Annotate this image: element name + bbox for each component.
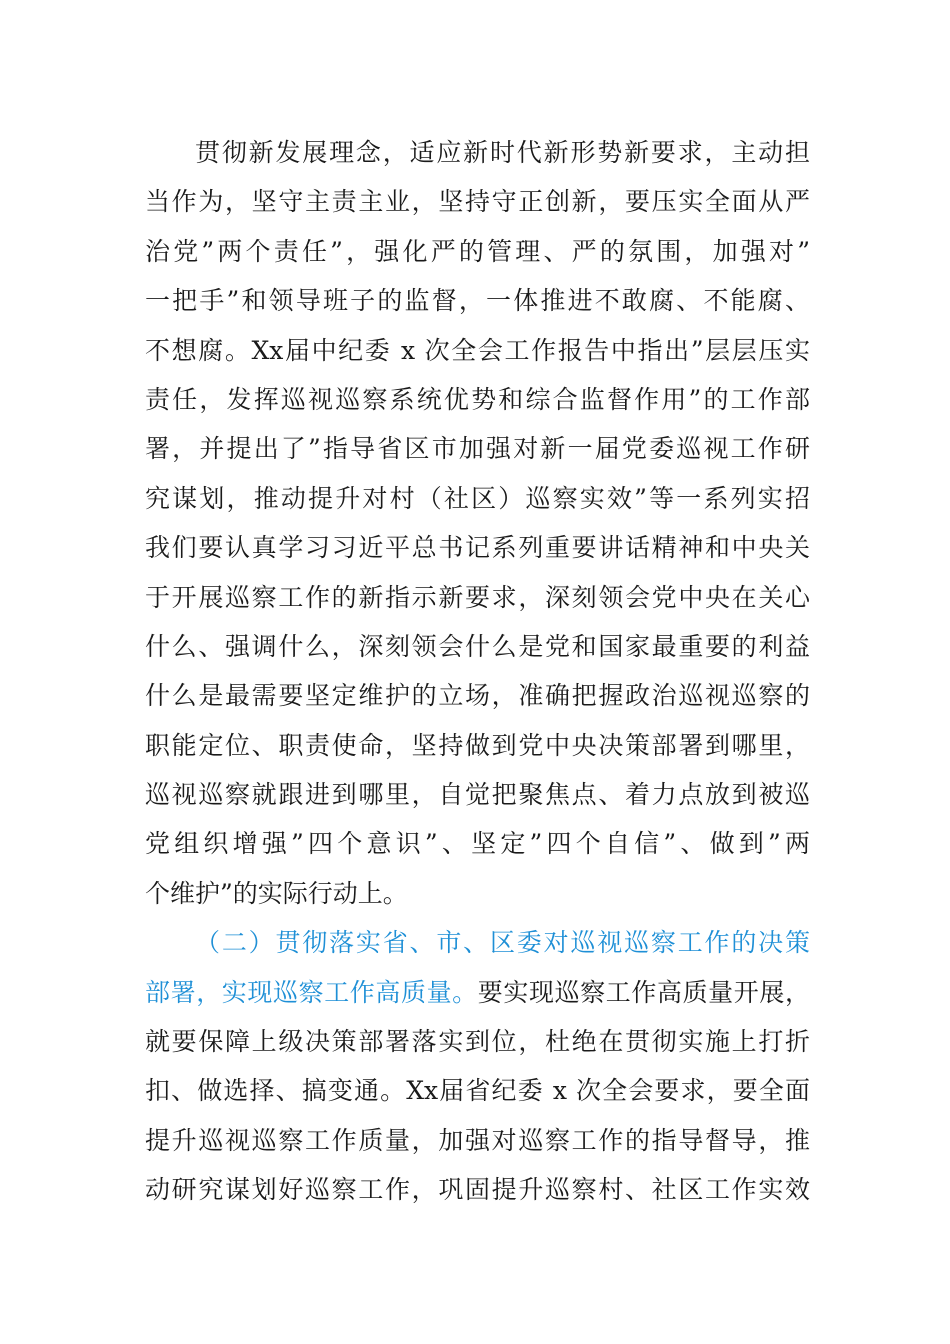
text-line: 治党”两个责任”，强化严的管理、严的氛围，加强对” [145,236,810,266]
text-line: 当作为，坚守主责主业，坚持守正创新，要压实全面从严 [145,187,810,217]
text-line: 党组织增强”四个意识”、坚定”四个自信”、做到”两 [145,829,810,859]
text-line: 职能定位、职责使命，坚持做到党中央决策部署到哪里， [145,730,810,760]
text-line: 什么是最需要坚定维护的立场，准确把握政治巡视巡察的 [145,681,810,711]
paragraph-1 [145,128,810,918]
text-line: 责任，发挥巡视巡察系统优势和综合监督作用”的工作部 [145,384,810,414]
document-body [145,128,810,1215]
text-line: 扣、做选择、搞变通。Xx届省纪委 x 次全会要求，要全面 [145,1076,810,1106]
text-line: 究谋划，推动提升对村（社区）巡察实效”等一系列实招 [145,483,810,513]
text-line [145,968,810,1017]
text-line: 贯彻新发展理念，适应新时代新形势新要求，主动担 [195,138,810,167]
section-heading-line [145,918,810,967]
text-line: 于开展巡察工作的新指示新要求，深刻领会党中央在关心 [145,582,810,612]
text-line: 动研究谋划好巡察工作，巩固提升巡察村、社区工作实效 [145,1175,810,1205]
body-text: 要实现巡察工作高质量开展， [477,977,810,1007]
text-line: 不想腐。Xx届中纪委 x 次全会工作报告中指出”层层压实 [145,335,810,365]
text-line: 什么、强调什么，深刻领会什么是党和国家最重要的利益 [145,631,810,661]
section-heading-text: （二）贯彻落实省、市、区委对巡视巡察工作的决策 [195,928,810,958]
text-line: 提升巡视巡察工作质量，加强对巡察工作的指导督导，推 [145,1125,810,1155]
text-line: 就要保障上级决策部署落实到位，杜绝在贯彻实施上打折 [145,1027,810,1057]
text-line: 个维护”的实际行动上。 [145,878,408,908]
paragraph-2 [145,918,810,1214]
text-line: 巡视巡察就跟进到哪里，自觉把聚焦点、着力点放到被巡 [145,780,810,810]
text-line: 署，并提出了”指导省区市加强对新一届党委巡视工作研 [145,434,810,464]
text-line: 一把手”和领导班子的监督，一体推进不敢腐、不能腐、 [145,286,810,316]
text-line: 我们要认真学习习近平总书记系列重要讲话精神和中央关 [145,533,810,563]
section-heading-text: 部署，实现巡察工作高质量。 [145,977,478,1007]
